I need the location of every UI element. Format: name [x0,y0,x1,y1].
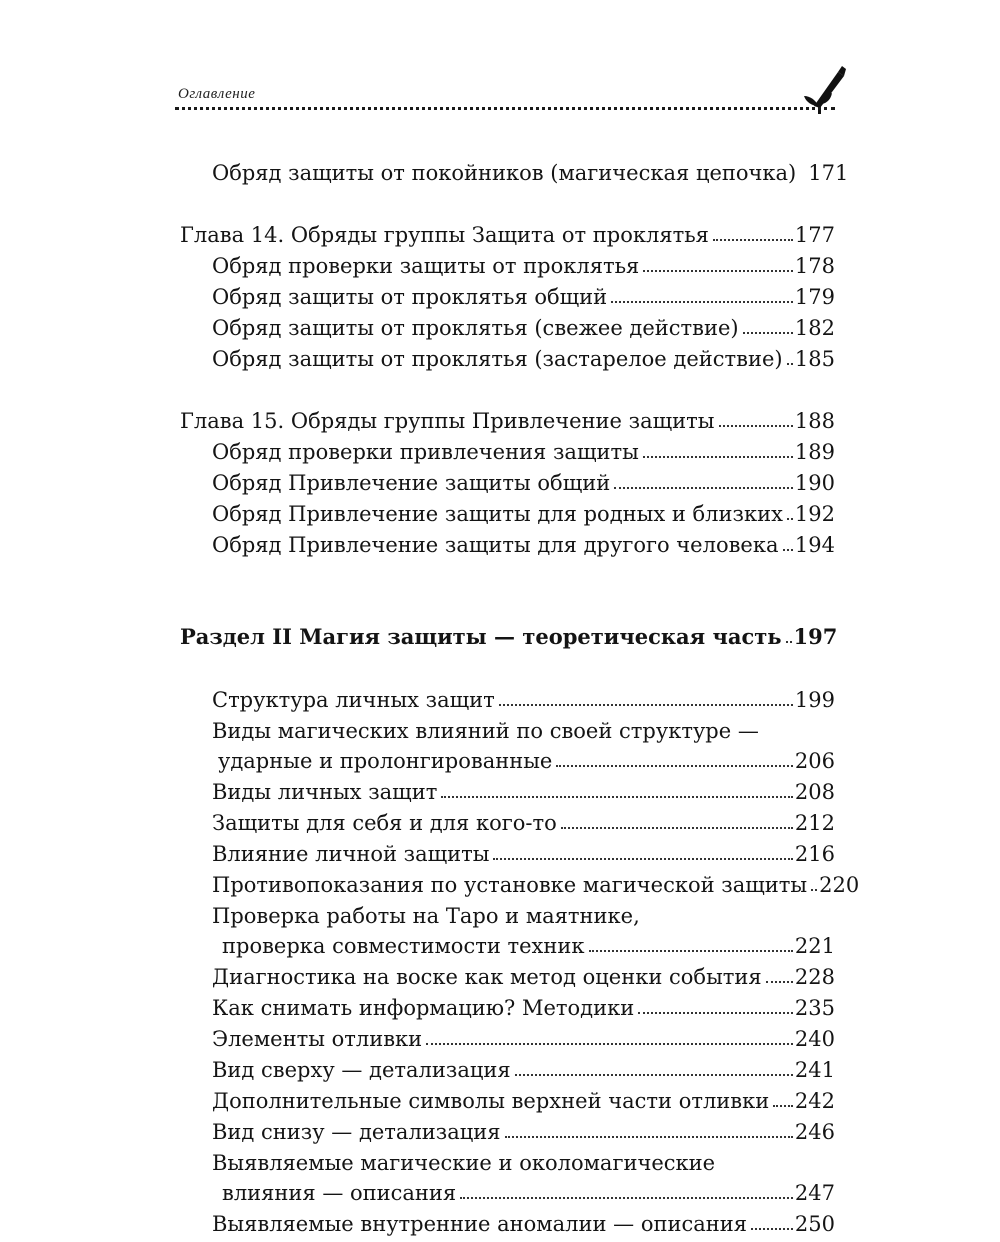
toc-entry-page: 247 [794,1181,835,1205]
toc-entry-page: 221 [794,934,835,958]
toc-entry-page: 178 [794,254,835,278]
running-header: Оглавление [178,86,256,102]
toc-entry-title: Раздел II Магия защиты — теоретическая часть [180,624,782,649]
toc-entry-page: 179 [794,285,835,309]
toc-leader-dots [719,419,793,427]
toc-entry-page: 241 [794,1058,835,1082]
toc-entry-title: Противопоказания по установке магической защиты [212,873,808,897]
toc-leader-dots [441,790,793,798]
toc-entry-line1[interactable] [180,901,835,931]
toc-entry[interactable] [180,251,835,281]
toc-entry-page: 192 [794,502,836,526]
toc-entry-title: Влияние личной защиты [212,842,490,866]
toc-entry-page: 189 [794,440,835,464]
toc-entry-title: Выявляемые магические и околомагические [212,1151,716,1175]
toc-entry-page: 240 [794,1027,835,1051]
toc-entry-page: 206 [794,749,835,773]
toc-entry-title: влияния — описания [222,1181,457,1205]
header-dotted-rule [175,107,835,110]
toc-leader-dots [589,944,793,952]
toc-entry-title: Глава 15. Обряды группы Привлечение защиты [180,409,715,433]
toc-entry[interactable] [180,962,835,992]
toc-entry-title: Обряд проверки защиты от проклятья [212,254,640,278]
toc-entry-title: Выявляемые внутренние аномалии — описания [212,1212,747,1236]
toc-leader-dots [713,233,793,241]
toc-entry-title: Защиты для себя и для кого-то [212,811,557,835]
toc-entry[interactable] [180,499,835,529]
toc-entry-page: 250 [794,1212,835,1236]
toc-entry-title: Виды личных защит [212,780,438,804]
toc-leader-dots [787,357,793,365]
toc-entry[interactable] [180,282,835,312]
toc-entry-page: 199 [794,688,835,712]
toc-entry[interactable] [180,1117,835,1147]
toc-chapter-entry[interactable] [180,220,835,250]
toc-leader-dots [783,543,793,551]
toc-entry-title: Диагностика на воске как метод оценки события [212,965,762,989]
toc-entry-page: 242 [794,1089,835,1113]
toc-entry[interactable] [180,1209,835,1239]
toc-entry[interactable] [180,437,835,467]
toc-entry-line2[interactable] [180,1178,835,1208]
toc-entry-page: 190 [794,471,835,495]
toc-entry[interactable] [180,839,835,869]
toc-leader-dots [800,173,806,179]
toc-leader-dots [743,326,793,334]
toc-leader-dots [611,295,793,303]
toc-entry-title: Вид сверху — детализация [212,1058,511,1082]
toc-entry-title: Обряд защиты от проклятья (застарелое действие) [212,347,783,371]
toc-entry-page: 246 [794,1120,835,1144]
toc-entry[interactable] [180,685,835,715]
toc-leader-dots [773,1099,793,1107]
toc-entry-title: проверка совместимости техник [222,934,585,958]
toc-section-entry[interactable] [180,622,838,652]
toc-entry-page: 235 [794,996,835,1020]
toc-leader-dots [614,481,793,489]
toc-entry-title: Элементы отливки [212,1027,423,1051]
toc-entry-title: Обряд проверки привлечения защиты [212,440,639,464]
toc-entry-page: 182 [794,316,835,340]
toc-entry-title: Виды магических влияний по своей структуре — [212,719,759,743]
toc-leader-dots [426,1037,793,1045]
toc-leader-dots [766,975,793,983]
toc-entry-page: 208 [794,780,835,804]
toc-leader-dots [556,759,793,767]
toc-entry-line2[interactable] [180,746,835,776]
toc-entry-title: Обряд защиты от проклятья общий [212,285,608,309]
toc-entry-page: 185 [794,347,835,371]
toc-leader-dots [505,1130,793,1138]
toc-entry[interactable] [180,870,860,900]
toc-entry-title: Глава 14. Обряды группы Защита от проклятья [180,223,709,247]
toc-entry-title: Обряд Привлечение защиты для родных и близких [212,502,783,526]
quill-plant-icon [800,60,848,114]
toc-entry-page: 228 [794,965,835,989]
toc-entry-title: Обряд защиты от проклятья (свежее действие) [212,316,739,340]
toc-leader-dots [751,1222,793,1230]
toc-entry[interactable] [180,1086,835,1116]
toc-entry-page: 216 [794,842,835,866]
toc-entry-title: Структура личных защит [212,688,495,712]
toc-entry-page: 188 [794,409,835,433]
toc-leader-dots [787,512,793,520]
toc-entry[interactable] [180,777,835,807]
toc-entry[interactable] [180,344,835,374]
toc-entry[interactable] [180,530,835,560]
toc-entry-title: Дополнительные символы верхней части отливки [212,1089,770,1113]
toc-entry-title: ударные и пролонгированные [218,749,553,773]
toc-entry-line1[interactable] [180,1148,835,1178]
toc-entry[interactable] [180,158,849,188]
toc-leader-dots [460,1191,793,1199]
toc-entry-title: Обряд Привлечение защиты общий [212,471,611,495]
toc-leader-dots [811,883,817,891]
toc-entry-line2[interactable] [180,931,835,961]
toc-entry-line1[interactable] [180,716,835,746]
toc-entry[interactable] [180,993,835,1023]
toc-chapter-entry[interactable] [180,406,835,436]
toc-entry-page: 177 [794,223,835,247]
toc-leader-dots [515,1068,793,1076]
toc-entry[interactable] [180,1055,835,1085]
toc-entry-title: Проверка работы на Таро и маятнике, [212,904,640,928]
toc-leader-dots [643,450,793,458]
toc-entry-page: 212 [794,811,835,835]
toc-entry-page: 220 [819,873,860,897]
toc-entry-title: Вид снизу — детализация [212,1120,501,1144]
toc-leader-dots [561,821,793,829]
toc-leader-dots [499,698,793,706]
toc-entry-page: 194 [794,533,835,557]
toc-entry[interactable] [180,313,835,343]
toc-entry-title: Обряд Привлечение защиты для другого человека [212,533,779,557]
toc-entry[interactable] [180,468,835,498]
toc-entry-title: Как снимать информацию? Методики [212,996,635,1020]
toc-entry-page: 197 [793,624,838,649]
toc-entry[interactable] [180,1024,835,1054]
toc-entry-title: Обряд защиты от покойников (магическая цепочка) [212,161,797,185]
toc-entry[interactable] [180,808,835,838]
toc-leader-dots [493,852,792,860]
toc-entry-page: 171 [808,161,849,185]
toc-leader-dots [638,1006,793,1014]
toc-leader-dots [786,635,792,643]
toc-leader-dots [643,264,793,272]
